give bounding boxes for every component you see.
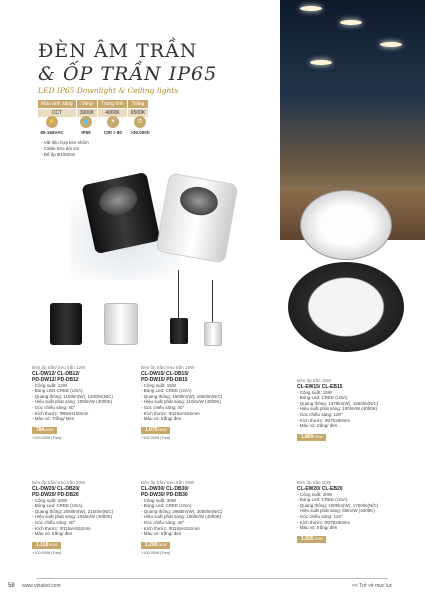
product-description: Đèn ốp trần 20W [297, 480, 332, 485]
color-table-header: Màu ánh sáng [38, 100, 77, 109]
price-currency: .000đ [44, 427, 54, 432]
product-code: PD-DW20/ PD-DB20 [32, 491, 79, 498]
product-spec: - Hiệu suất phát sáng: 85lm/W (4000K) [297, 508, 375, 514]
product-spec: - Công suất: 30W [141, 497, 177, 503]
product-spec: - Quang thông: 1600lm(W), 1700lm(N/C) [297, 502, 379, 508]
black-round-ceiling-light-image [288, 262, 404, 352]
page-title-line2: & ỐP TRẦN IP65 [38, 63, 218, 85]
product-spec: - Bóng Led: CREE (USA) [141, 503, 192, 509]
page-number: 58 [8, 583, 15, 589]
price-value: 1.075 [145, 426, 158, 433]
product-spec: - Hiệu suất phát sáng: 100lm/W (4000K) [32, 399, 113, 405]
feature-list [41, 140, 89, 158]
product-spec: - Công suất: 15W [297, 389, 333, 395]
color-table-header: Trung tính [98, 100, 128, 109]
price-currency: .000đ [48, 542, 58, 547]
spec-lifetime [120, 116, 160, 135]
pendant-cable [212, 280, 213, 322]
price-value: 1.118 [36, 541, 49, 548]
price-currency: .000đ [157, 427, 167, 432]
color-table-header: Vàng [76, 100, 97, 109]
product-spec: - Màu vỏ: trắng/ đen [141, 416, 182, 422]
product-spec: - Bóng Led: CREE (USA) [297, 497, 348, 503]
product-card [297, 480, 417, 543]
pendant-cable [178, 270, 179, 318]
website-link[interactable]: www.vinaled.com [22, 583, 61, 589]
product-spec: - Bóng Led: CREE (USA) [297, 395, 348, 401]
lens-image [97, 183, 140, 218]
downlight-glow [340, 20, 362, 25]
lens-image [178, 184, 220, 218]
product-spec: - Màu vỏ: Trắng/ Đen [32, 416, 75, 422]
price-badge [141, 542, 170, 550]
product-code: PD-DW15/ PD-DB15 [141, 376, 188, 383]
product-spec: - Công suất: 20W [32, 497, 68, 503]
product-spec: - Công suất: 12W [32, 382, 68, 388]
product-code: PD-DW12/ PD-DB12 [32, 376, 79, 383]
product-spec: - Kích thước: Ф115xH152mm [141, 525, 200, 531]
product-description: Đèn ốp trần/ treo trần 30W [141, 480, 195, 485]
product-code: CL-DW12/ CL-DB12/ [32, 370, 80, 377]
downlight-glow [380, 42, 402, 47]
product-spec: - Góc chiếu sáng: 40° [32, 404, 76, 410]
price-badge [32, 427, 57, 435]
feature-item: - Đế ốp Ф100mm [41, 152, 76, 157]
product-code: CL-DW20/ CL-DB20/ [32, 485, 80, 492]
price-currency: .000đ [157, 542, 167, 547]
product-card [141, 365, 261, 442]
product-spec: - Góc chiếu sáng: 40° [141, 404, 185, 410]
spec-label: IP65 [81, 130, 91, 135]
product-card [32, 365, 152, 442]
product-spec: - Quang thông: 2980lm(W), 3000lm(N/C) [141, 508, 223, 514]
product-description: Đèn ốp trần/ treo trần 20W [32, 480, 86, 485]
spec-label: CRI > 80 [104, 130, 122, 135]
color-table-cell: 6500K [127, 109, 148, 118]
product-card [32, 480, 152, 557]
pendant-surcharge: +100.000đ (Treo) [141, 436, 171, 441]
feature-item: - Cable treo dài 1m [41, 146, 80, 151]
product-spec: - Hiệu suất phát sáng: 100lm/W (4000K) [297, 406, 378, 412]
product-spec: - Góc chiếu sáng: 40° [32, 519, 76, 525]
product-spec: - Góc chiếu sáng: 120° [297, 411, 343, 417]
pendant-surcharge: +100.000đ (Treo) [32, 551, 62, 556]
price-badge [297, 536, 326, 544]
price-badge [297, 434, 326, 442]
white-pendant-light-image [204, 322, 222, 346]
product-spec: - Công suất: 20W [297, 491, 333, 497]
spec-label: 85-165VAC [40, 130, 64, 135]
price-badge [32, 542, 61, 550]
product-description: Đèn ốp trần/ treo trần 15W [141, 365, 195, 370]
product-spec: - Màu vỏ: trắng/ đen [141, 531, 182, 537]
product-code: CL-DW30/ CL-DB30/ [141, 485, 189, 492]
product-spec: - Góc chiếu sáng: 40° [141, 519, 185, 525]
product-spec: - Kích thước: Ф115xH152mm [141, 410, 200, 416]
color-table-cell: CCT [38, 109, 77, 118]
waterproof-icon: 💧 [80, 116, 92, 128]
product-spec: - Hiệu suất phát sáng: 110lm/W (4000K) [141, 399, 221, 405]
white-downlight-photo [156, 173, 239, 264]
page-title-line1: ĐÈN ÂM TRẦN [38, 40, 198, 62]
product-spec: - Màu vỏ: trắng/ đen [297, 525, 338, 531]
black-ceiling-light-image [50, 303, 82, 345]
color-table-cell: 3000K [76, 109, 97, 118]
product-code: CL-DW15/ CL-DB15/ [141, 370, 189, 377]
product-spec: - Kích thước: Ф115xH152mm [32, 525, 91, 531]
price-value: 784 [36, 426, 45, 433]
white-ceiling-light-image [104, 303, 138, 345]
product-spec: - Quang thông: 1150lm(W), 1200lm(N/C) [32, 393, 113, 399]
color-table-header-row [38, 100, 149, 109]
back-to-toc-link[interactable]: << Trở về mục lục [352, 583, 393, 589]
product-spec: - Kích thước: Ф275x80mm [297, 417, 351, 423]
product-spec: - Quang thông: 2050lm(W), 2100lm(N/C) [32, 508, 114, 514]
product-spec: - Bóng LED CREE (USA) [32, 388, 83, 394]
product-code: PD-DW30/ PD-DB30 [141, 491, 188, 498]
price-value: 1.869 [301, 433, 314, 440]
downlight-glow [300, 6, 322, 11]
spec-label: >30.000h [130, 130, 150, 135]
pendant-surcharge: +100.000đ (Treo) [141, 551, 171, 556]
product-code: CL-EW15/ CL-EB15 [297, 383, 343, 390]
product-spec: - Bóng Led: CREE (USA) [32, 503, 83, 509]
product-spec: - Công suất: 15W [141, 382, 177, 388]
product-spec: - Kích thước: Ф275x80mm [297, 519, 351, 525]
lifetime-icon: ⏱ [134, 116, 146, 128]
product-spec: - Hiệu suất phát sáng: 100lm/W (4000K) [141, 514, 222, 520]
price-currency: .000đ [313, 536, 323, 541]
product-spec: - Góc chiếu sáng: 120° [297, 513, 343, 519]
pendant-surcharge: +100.000đ (Treo) [32, 436, 62, 441]
product-spec: - Quang thông: 1475lm(W), 1500lm(N/C) [297, 400, 379, 406]
black-downlight-photo [81, 172, 160, 254]
product-spec: - Quang thông: 1600lm(W), 1650lm(N/C) [141, 393, 223, 399]
power-icon: ⚡ [46, 116, 58, 128]
price-value: 1.926 [301, 535, 314, 542]
product-spec: - Kích thước: Ф95xH100mm [32, 410, 89, 416]
white-round-ceiling-light-image [300, 190, 392, 260]
color-table-header: Trắng [127, 100, 148, 109]
downlight-glow [310, 60, 332, 65]
product-spec: - Màu vỏ: trắng/ đen [32, 531, 73, 537]
black-pendant-light-image [170, 318, 188, 344]
color-table-cell: 4000K [98, 109, 128, 118]
product-spec: - Bóng Led: CREE (USA) [141, 388, 192, 394]
page-subtitle: LED IP65 Downlight & Ceiling lights [38, 86, 179, 95]
product-card [297, 378, 417, 441]
price-value: 1.209 [145, 541, 158, 548]
feature-item: - Vật liệu hợp kim nhôm [41, 140, 89, 145]
product-card [141, 480, 261, 557]
footer-divider [36, 578, 388, 579]
product-code: CL-EW20/ CL-EB20 [297, 485, 343, 492]
price-currency: .000đ [313, 434, 323, 439]
product-spec: - Màu vỏ: trắng/ đen [297, 423, 338, 429]
product-spec: - Hiệu suất phát sáng: 105lm/W (4000K) [32, 514, 113, 520]
price-badge [141, 427, 170, 435]
cri-icon: ☀ [107, 116, 119, 128]
product-description: Đèn ốp trần/ treo trần 12W [32, 365, 86, 370]
product-description: Đèn ốp trần 15W [297, 378, 332, 383]
